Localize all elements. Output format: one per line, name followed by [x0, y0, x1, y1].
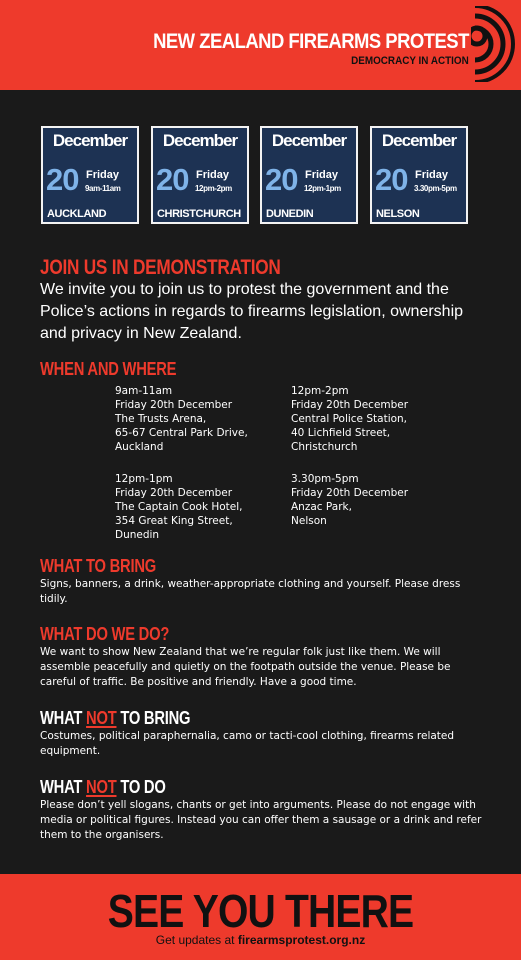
card-time: 12pm-2pm: [195, 184, 232, 193]
venue-line: Central Police Station,: [291, 413, 408, 425]
heading-part: TO DO: [116, 777, 166, 797]
org-title: NEW ZEALAND FIREARMS PROTEST: [153, 30, 469, 53]
card-city: AUCKLAND: [47, 208, 107, 220]
venue-line: 3.30pm-5pm: [291, 473, 359, 485]
card-weekday: Friday: [305, 169, 339, 181]
card-month: December: [381, 131, 457, 150]
heading-part: WHAT: [40, 708, 87, 728]
card-weekday: Friday: [196, 169, 230, 181]
what-to-bring-text: Signs, banners, a drink, weather-appropriate clothing and yourself. Please dress tidily.: [40, 578, 461, 605]
when-where-heading: WHEN AND WHERE: [40, 359, 177, 379]
venue-line: Christchurch: [291, 441, 358, 453]
card-month: December: [271, 131, 347, 150]
venue-line: Nelson: [291, 515, 327, 527]
card-day: 20: [46, 162, 79, 197]
heading-part: WHAT: [40, 777, 87, 797]
venue-line: The Captain Cook Hotel,: [115, 501, 243, 513]
what-to-bring-heading: WHAT TO BRING: [40, 556, 156, 576]
venue-line: Friday 20th December: [115, 399, 233, 411]
venue-line: 65-67 Central Park Drive,: [115, 427, 248, 439]
venue-nelson: [291, 472, 408, 528]
join-heading: JOIN US IN DEMONSTRATION: [40, 256, 281, 279]
venue-line: Friday 20th December: [291, 399, 409, 411]
card-time: 9am-11am: [85, 184, 121, 193]
not-to-bring-text: Costumes, political paraphernalia, camo or tacti-cool clothing, firearms related equipment.: [40, 730, 455, 757]
see-you-there-cta: SEE YOU THERE: [107, 885, 414, 937]
heading-not-word: NOT: [86, 708, 117, 728]
website-link[interactable]: firearmsprotest.org.nz: [237, 933, 366, 947]
org-subtitle: DEMOCRACY IN ACTION: [351, 55, 469, 67]
what-we-do-text: We want to show New Zealand that we’re regular folk just like them. We will assemble peacefully and quietly on the footpath outside the venue. Please be careful of traffic. Be positive and friendly. Have a good time.: [40, 646, 451, 688]
card-weekday: Friday: [415, 169, 449, 181]
what-we-do-heading: WHAT DO WE DO?: [40, 624, 170, 644]
heading-not-word: NOT: [86, 777, 117, 797]
venue-line: Friday 20th December: [291, 487, 409, 499]
venue-line: The Trusts Arena,: [115, 413, 207, 425]
header-banner: [0, 0, 521, 90]
venue-line: 9am-11am: [115, 385, 173, 397]
card-time: 3.30pm-5pm: [414, 184, 457, 193]
card-month: December: [162, 131, 238, 150]
event-card-nelson: [370, 126, 468, 224]
join-intro-text: We invite you to join us to protest the government and the Police’s actions in regards to firearms legislation, ownership and privacy in New Zealand.: [40, 281, 464, 342]
card-time: 12pm-1pm: [304, 184, 341, 193]
venue-line: 354 Great King Street,: [115, 515, 233, 527]
card-month: December: [52, 131, 128, 150]
not-to-do-text: Please don’t yell slogans, chants or get into arguments. Please do not engage with media or political figures. Instead you can offer them a sausage or a drink and refer them to the organisers.: [40, 799, 482, 841]
card-city: NELSON: [376, 208, 420, 220]
broadcast-arcs-icon: [471, 6, 519, 82]
card-day: 20: [156, 162, 189, 197]
venue-line: Friday 20th December: [115, 487, 233, 499]
venue-line: 12pm-2pm: [291, 385, 349, 397]
venue-christchurch: [291, 384, 408, 454]
updates-line: [0, 933, 521, 947]
venue-line: 40 Lichfield Street,: [291, 427, 391, 439]
card-day: 20: [375, 162, 408, 197]
venue-line: Dunedin: [115, 529, 160, 541]
venue-dunedin: [115, 472, 243, 542]
venue-auckland: [115, 384, 248, 454]
not-to-do-heading: [40, 777, 166, 798]
event-card-christchurch: [151, 126, 249, 224]
venue-line: 12pm-1pm: [115, 473, 173, 485]
updates-prefix: Get updates at: [155, 933, 238, 947]
not-to-bring-heading: [40, 708, 190, 729]
heading-part: TO BRING: [116, 708, 191, 728]
venue-line: Auckland: [115, 441, 164, 453]
card-city: DUNEDIN: [266, 208, 314, 220]
event-card-dunedin: [260, 126, 358, 224]
card-weekday: Friday: [86, 169, 120, 181]
venue-line: Anzac Park,: [291, 501, 352, 513]
card-city: CHRISTCHURCH: [157, 208, 241, 220]
card-day: 20: [265, 162, 298, 197]
event-card-auckland: [41, 126, 139, 224]
